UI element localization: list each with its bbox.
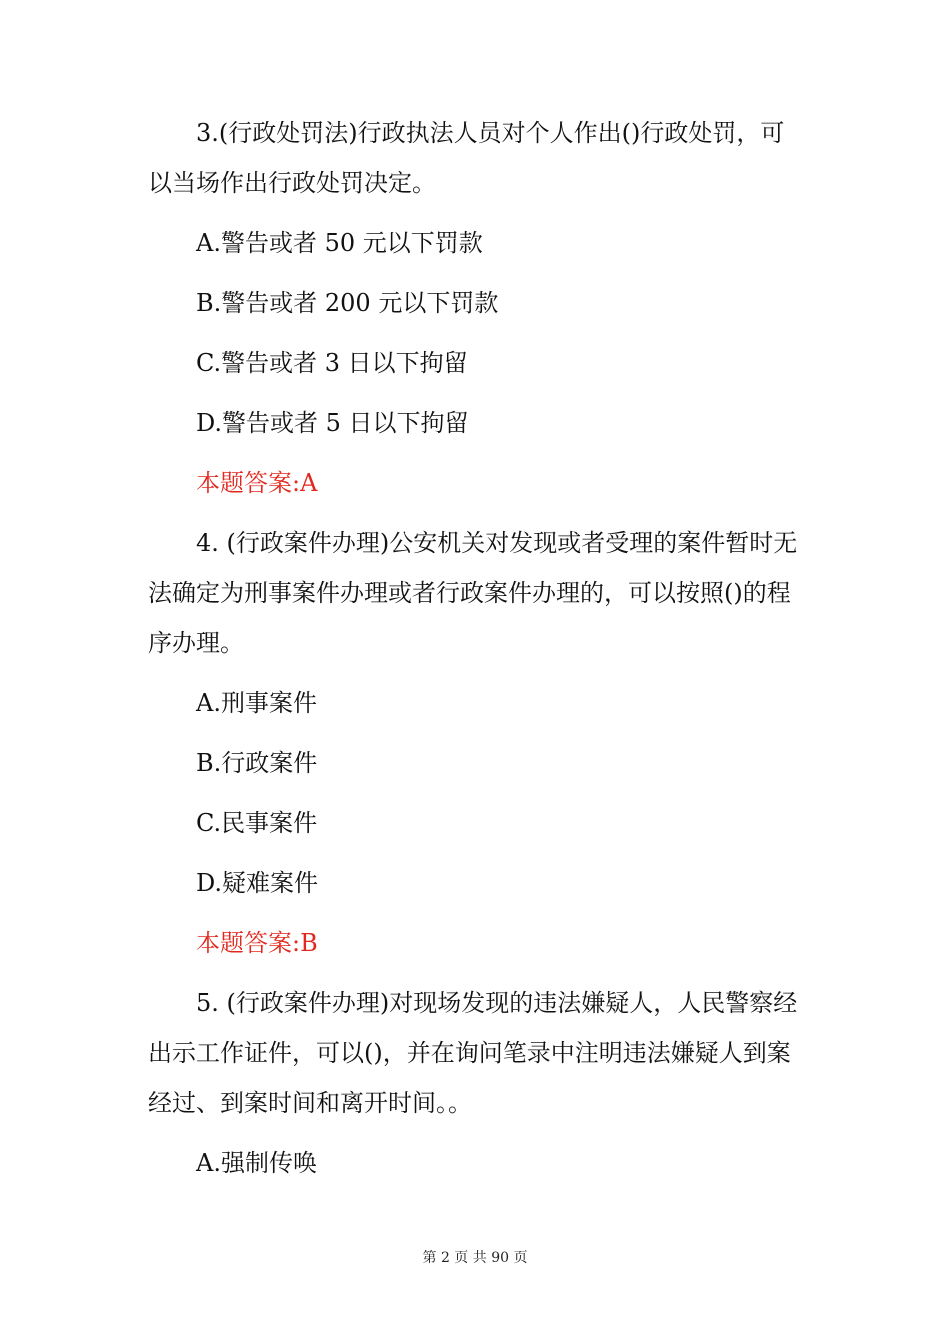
question-4-option-b: B.行政案件 (196, 749, 318, 777)
question-3-option-b: B.警告或者 200 元以下罚款 (196, 289, 499, 317)
question-3-option-d: D.警告或者 5 日以下拘留 (196, 409, 469, 437)
question-3-option-c: C.警告或者 3 日以下拘留 (196, 349, 468, 377)
question-3-stem: 3.(行政处罚法)行政执法人员对个人作出()行政处罚，可以当场作出行政处罚决定。 (148, 119, 785, 197)
question-5-option-a: A.强制传唤 (196, 1149, 317, 1177)
question-4-stem: 4. (行政案件办理)公安机关对发现或者受理的案件暂时无法确定为刑事案件办理或者行政案件办理的，可以按照()的程序办理。 (148, 529, 798, 657)
question-4-answer: 本题答案:B (196, 929, 318, 957)
question-5-stem: 5. (行政案件办理)对现场发现的违法嫌疑人，人民警察经出示工作证件，可以()，并在询问笔录中注明违法嫌疑人到案经过、到案时间和离开时间。。 (148, 989, 798, 1117)
question-4-option-a: A.刑事案件 (196, 689, 317, 717)
page-footer: 第 2 页 共 90 页 (422, 1250, 528, 1266)
question-4-option-c: C.民事案件 (196, 809, 318, 837)
question-3-answer: 本题答案:A (196, 469, 318, 497)
question-4-option-d: D.疑难案件 (196, 869, 319, 897)
page-content (148, 108, 808, 1198)
question-3-option-a: A.警告或者 50 元以下罚款 (196, 229, 483, 257)
